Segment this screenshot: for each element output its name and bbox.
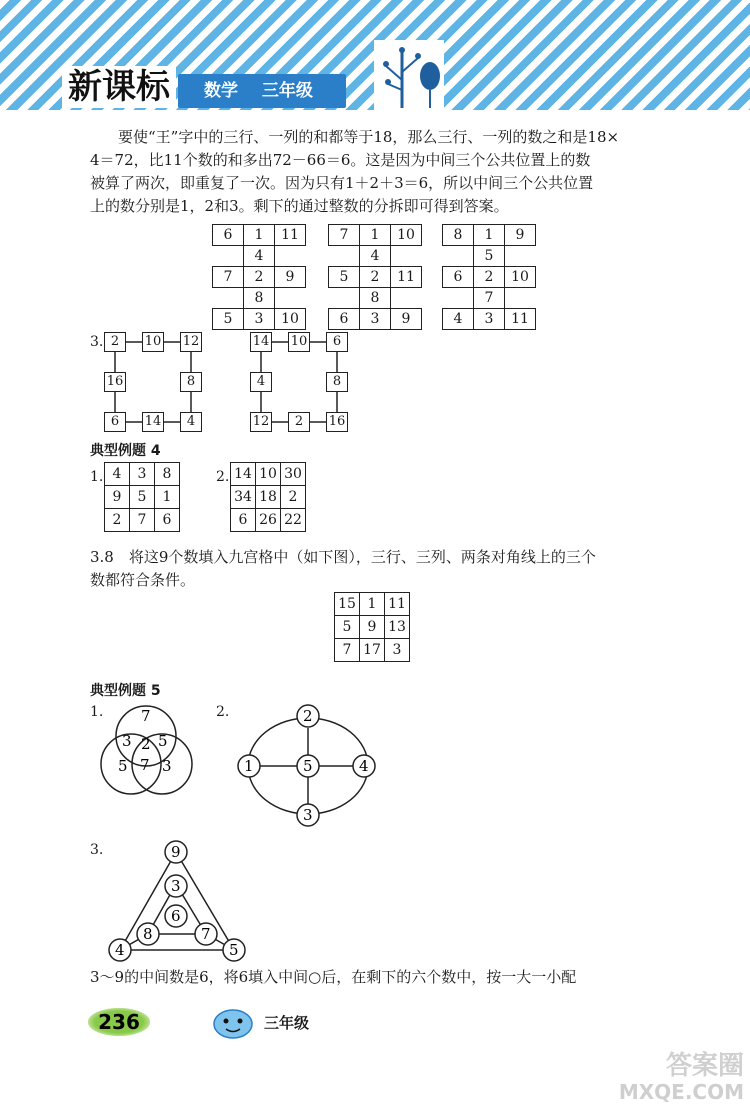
node-outer-left [109, 939, 131, 961]
venn-bottom: 7 [140, 756, 150, 774]
triangle-diagram [100, 834, 260, 968]
page-number: 236 [88, 1008, 150, 1036]
grid-cell: 30 [281, 463, 306, 486]
svg-text:5: 5 [303, 757, 313, 775]
grid-cell: 10 [391, 225, 422, 246]
grid-cell: 7 [213, 267, 244, 288]
watermark-line2: MXQE.COM [618, 1080, 744, 1104]
intro-line: 上的数分别是1，2和3。剩下的通过整数的分拆即可得到答案。 [90, 197, 509, 215]
grid-cell: 10 [505, 267, 536, 288]
node-upper [165, 875, 187, 897]
intro-paragraph [90, 126, 650, 218]
grid-cell [443, 246, 474, 267]
footer-grade: 三年级 [264, 1014, 310, 1032]
svg-text:8: 8 [143, 925, 153, 943]
grid-cell: 3 [474, 309, 505, 330]
grid-cell: 2 [360, 267, 391, 288]
grid-cell: 2 [244, 267, 275, 288]
grid-cell [443, 288, 474, 309]
grid-cell: 17 [360, 639, 385, 662]
grid-cell: 1 [360, 225, 391, 246]
example4-text [90, 546, 650, 592]
example5-label2: 2. [216, 704, 230, 720]
grid-cell: 1 [474, 225, 505, 246]
closing-paragraph [90, 966, 650, 989]
grid-cell: 2 [281, 486, 306, 509]
grid-cell: 6 [155, 509, 180, 532]
grid-cell: 9 [505, 225, 536, 246]
grid-cell: 10 [275, 309, 306, 330]
grid-cell: 1 [155, 486, 180, 509]
grid-cell: 6 [329, 309, 360, 330]
grid-cell: 4 [443, 309, 474, 330]
grade-label: 三年级 [261, 81, 313, 101]
node-top [297, 705, 319, 727]
ring-box: 2 [104, 332, 126, 352]
node-outer-right [223, 939, 245, 961]
grid-cell: 4 [105, 463, 130, 486]
grid-cell: 7 [474, 288, 505, 309]
node-apex [165, 841, 187, 863]
subject-label: 数学 [204, 81, 238, 101]
magic-grid-1 [104, 462, 180, 532]
grid-cell: 5 [335, 616, 360, 639]
intro-line: 被算了两次，即重复了一次。因为只有1＋2＋3＝6，所以中间三个公共位置 [90, 174, 594, 192]
grid-cell: 9 [360, 616, 385, 639]
svg-text:6: 6 [171, 907, 181, 925]
svg-text:3: 3 [171, 877, 181, 895]
tree-icon [374, 40, 444, 110]
node-right [353, 755, 375, 777]
text-line: 数都符合条件。 [90, 571, 196, 589]
grid-cell: 7 [329, 225, 360, 246]
grid-cell: 7 [130, 509, 155, 532]
grid-cell: 8 [360, 288, 391, 309]
grid-cell [505, 246, 536, 267]
node-inner-left [137, 923, 159, 945]
ring-box: 14 [250, 332, 272, 352]
svg-text:3: 3 [303, 806, 313, 824]
wang-grid [328, 224, 422, 330]
grid-cell: 3 [244, 309, 275, 330]
grid-cell: 10 [256, 463, 281, 486]
grid-cell: 2 [105, 509, 130, 532]
mascot-icon [210, 1004, 256, 1040]
magic-grid-3 [334, 592, 410, 662]
example5-label3: 3. [90, 842, 104, 858]
grid-cell: 11 [505, 309, 536, 330]
grid-cell [275, 246, 306, 267]
ring-box: 16 [326, 412, 348, 432]
venn-top: 7 [141, 707, 151, 725]
ring-box: 12 [250, 412, 272, 432]
ring-box: 12 [180, 332, 202, 352]
ring-box: 2 [288, 412, 310, 432]
grid-cell: 5 [474, 246, 505, 267]
grid-cell: 4 [244, 246, 275, 267]
node-bottom [297, 804, 319, 826]
grid-cell: 4 [360, 246, 391, 267]
example4-label2: 2. [216, 469, 230, 485]
grid-cell: 11 [275, 225, 306, 246]
grid-cell: 9 [391, 309, 422, 330]
text-line: 3.8 将这9个数填入九宫格中（如下图），三行、三列、两条对角线上的三个 [90, 548, 596, 566]
watermark-line1: 答案圈 [665, 1051, 744, 1081]
intro-line: 要使“王”字中的三行、一列的和都等于18，那么三行、一列的数之和是18× [118, 128, 620, 146]
ring-box: 8 [326, 372, 348, 392]
venn-left-top: 3 [122, 732, 132, 750]
ring-box: 6 [104, 412, 126, 432]
grid-cell: 22 [281, 509, 306, 532]
grid-cell: 8 [155, 463, 180, 486]
grid-cell: 7 [335, 639, 360, 662]
grid-cell [505, 288, 536, 309]
grid-cell: 6 [231, 509, 256, 532]
grid-cell: 34 [231, 486, 256, 509]
grid-cell: 9 [105, 486, 130, 509]
example4-label1: 1. [90, 469, 104, 485]
grid-cell: 3 [385, 639, 410, 662]
ring-box: 10 [142, 332, 164, 352]
grid-cell [391, 288, 422, 309]
grid-cell: 6 [443, 267, 474, 288]
ring-box: 6 [326, 332, 348, 352]
svg-text:9: 9 [171, 843, 181, 861]
grid-cell: 11 [385, 593, 410, 616]
svg-text:5: 5 [229, 941, 239, 959]
ring-box: 16 [104, 372, 126, 392]
grid-cell: 9 [275, 267, 306, 288]
svg-text:4: 4 [359, 757, 369, 775]
example4-heading: 典型例题 4 [90, 443, 161, 459]
brand-title: 新课标 [62, 66, 176, 108]
ring-box: 10 [288, 332, 310, 352]
grid-cell [275, 288, 306, 309]
wang-grid [442, 224, 536, 330]
grid-cell: 8 [443, 225, 474, 246]
grid-cell: 3 [130, 463, 155, 486]
grid-cell [391, 246, 422, 267]
venn-left: 5 [118, 757, 128, 775]
text-line: 3～9的中间数是6，将6填入中间○后，在剩下的六个数中，按一大一小配 [90, 968, 577, 986]
section3-label: 3. [90, 334, 104, 350]
example5-label1: 1. [90, 704, 104, 720]
node-inner-right [195, 923, 217, 945]
venn-right-top: 5 [158, 732, 168, 750]
grid-cell: 2 [474, 267, 505, 288]
grid-cell: 6 [213, 225, 244, 246]
grid-cell: 8 [244, 288, 275, 309]
ring-box: 8 [180, 372, 202, 392]
grid-cell: 3 [360, 309, 391, 330]
grid-cell: 5 [130, 486, 155, 509]
grid-cell: 11 [391, 267, 422, 288]
subject-bar [178, 74, 346, 108]
svg-text:7: 7 [201, 925, 211, 943]
grid-cell [213, 288, 244, 309]
grid-cell [213, 246, 244, 267]
grid-cell: 5 [213, 309, 244, 330]
svg-text:2: 2 [303, 707, 313, 725]
node-center [297, 755, 319, 777]
svg-text:4: 4 [115, 941, 125, 959]
ellipse-diagram [230, 700, 390, 832]
grid-cell: 26 [256, 509, 281, 532]
venn-diagram [96, 698, 216, 808]
venn-right: 3 [162, 757, 172, 775]
magic-grid-2 [230, 462, 306, 532]
grid-cell: 5 [329, 267, 360, 288]
grid-cell: 18 [256, 486, 281, 509]
node-middle [165, 905, 187, 927]
grid-cell: 1 [244, 225, 275, 246]
svg-text:1: 1 [244, 757, 254, 775]
intro-line: 4＝72，比11个数的和多出72－66＝6。这是因为中间三个公共位置上的数 [90, 151, 591, 169]
wang-grid [212, 224, 306, 330]
grid-cell: 13 [385, 616, 410, 639]
grid-cell: 1 [360, 593, 385, 616]
grid-cell: 15 [335, 593, 360, 616]
grid-cell [329, 246, 360, 267]
ring-box: 4 [180, 412, 202, 432]
ring-box: 14 [142, 412, 164, 432]
grid-cell: 14 [231, 463, 256, 486]
venn-center: 2 [141, 735, 151, 753]
ring-box: 4 [250, 372, 272, 392]
watermark [619, 1053, 744, 1105]
example5-heading: 典型例题 5 [90, 683, 161, 699]
grid-cell [329, 288, 360, 309]
node-left [238, 755, 260, 777]
